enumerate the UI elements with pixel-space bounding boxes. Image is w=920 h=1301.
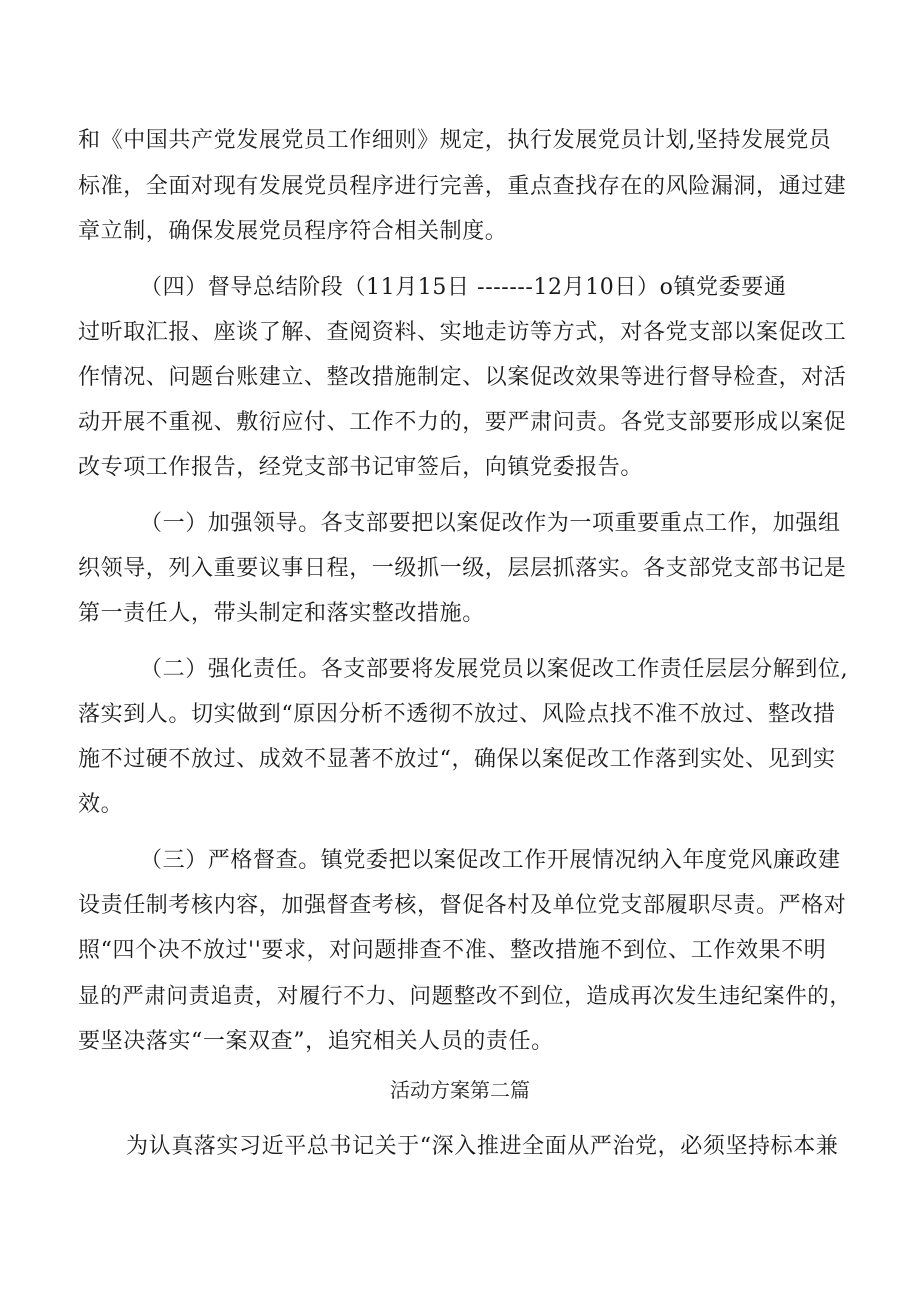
text-line: 为认真落实习近平总书记关于“深入推进全面从严治党，必须坚持标本兼 — [126, 1134, 839, 1159]
text-line: 显的严肃问责追责，对履行不力、问题整改不到位，造成再次发生违纪案件的， — [78, 984, 852, 1009]
text-line: （四）督导总结阶段（11月15日 -------12月10日）o镇党委要通 — [140, 275, 787, 300]
section-title: 活动方案第二篇 — [390, 1078, 530, 1102]
text-line: 和《中国共产党发展党员工作细则》规定，执行发展党员计划,坚持发展党员 — [78, 128, 832, 153]
text-line: 施不过硬不放过、成效不显著不放过“，确保以案促改工作落到实处、见到实 — [78, 747, 836, 772]
text-line: 第一责任人，带头制定和落实整改措施。 — [78, 601, 485, 626]
text-line: 标准，全面对现有发展党员程序进行完善，重点查找存在的风险漏洞，通过建 — [78, 174, 847, 199]
text-line: （三）严格督查。镇党委把以案促改工作开展情况纳入年度党风廉政建 — [140, 848, 841, 873]
text-line: 改专项工作报告，经党支部书记审签后，向镇党委报告。 — [78, 455, 644, 480]
text-line: 织领导，列入重要议事日程，一级抓一级，层层抓落实。各支部党支部书记是 — [78, 556, 847, 581]
text-line: 过听取汇报、座谈了解、查阅资料、实地走访等方式，对各党支部以案促改工 — [78, 320, 847, 345]
text-line: （二）强化责任。各支部要将发展党员以案促改工作责任层层分解到位, — [140, 657, 849, 682]
text-line: 落实到人。切实做到“原因分析不透彻不放过、风险点找不准不放过、整改措 — [78, 702, 836, 727]
text-line: 照“四个决不放过''要求，对问题排查不准、整改措施不到位、工作效果不明 — [78, 938, 827, 963]
text-line: 章立制，确保发展党员程序符合相关制度。 — [78, 219, 508, 244]
text-line: 动开展不重视、敷衍应付、工作不力的，要严肃问责。各党支部要形成以案促 — [78, 410, 847, 435]
text-line: 效。 — [78, 792, 124, 817]
text-line: 作情况、问题台账建立、整改措施制定、以案促改效果等进行督导检查，对活 — [78, 365, 847, 390]
text-line: 要坚决落实“一案双查”，追究相关人员的责任。 — [78, 1029, 554, 1054]
text-line: 设责任制考核内容，加强督查考核，督促各村及单位党支部履职尽责。严格对 — [78, 893, 847, 918]
text-line: （一）加强领导。各支部要把以案促改作为一项重要重点工作，加强组 — [140, 511, 841, 536]
